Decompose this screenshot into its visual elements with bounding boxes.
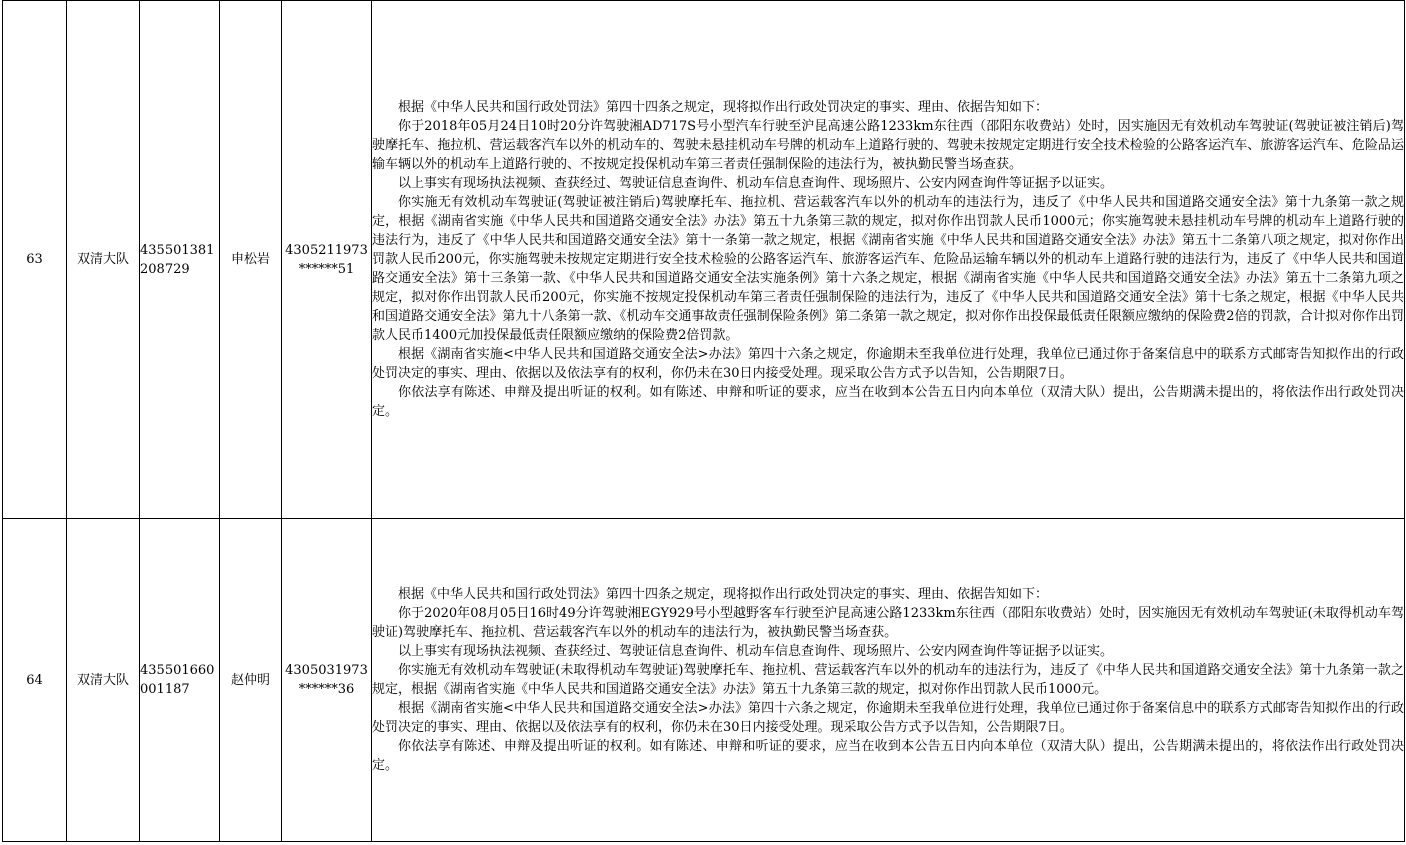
notice-paragraph: 根据《湖南省实施<中华人民共和国道路交通安全法>办法》第四十六条之规定，你逾期未至我单位进行处理，我单位已通过你于备案信息中的联系方式邮寄告知拟作出的行政处罚决定的事实、理由、依据以及依法享有的权利，你仍未在30日内接受处理。现采取公告方式予以告知，公告期限7日。 bbox=[372, 347, 1404, 381]
row-name: 申松岩 bbox=[220, 1, 282, 519]
row-unit: 双清大队 bbox=[67, 1, 140, 519]
notice-paragraph: 你依法享有陈述、申辩及提出听证的权利。如有陈述、申辩和听证的要求，应当在收到本公告五日内向本单位（双清大队）提出，公告期满未提出的，将依法作出行政处罚决定。 bbox=[372, 739, 1404, 773]
notice-paragraph: 你于2020年08月05日16时49分许驾驶湘EGY929号小型越野客车行驶至沪昆高速公路1233km东往西（邵阳东收费站）处时，因实施因无有效机动车驾驶证(未取得机动车驾驶证)驾驶摩托车、拖拉机、营运载客汽车以外的机动车的违法行为，被执勤民警当场查获。 bbox=[372, 606, 1404, 640]
notice-paragraph: 以上事实有现场执法视频、查获经过、驾驶证信息查询件、机动车信息查询件、现场照片、公安内网查询件等证据予以证实。 bbox=[398, 644, 1114, 659]
row-unit: 双清大队 bbox=[67, 519, 140, 842]
row-doc-no: 435501381208729 bbox=[140, 1, 220, 519]
notice-paragraph: 你依法享有陈述、申辩及提出听证的权利。如有陈述、申辩和听证的要求，应当在收到本公告五日内向本单位（双清大队）提出，公告期满未提出的，将依法作出行政处罚决定。 bbox=[372, 385, 1404, 419]
row-id-no: 4305211973******51 bbox=[282, 1, 372, 519]
row-notice-text bbox=[372, 1, 1405, 519]
notice-paragraph: 你实施无有效机动车驾驶证(未取得机动车驾驶证)驾驶摩托车、拖拉机、营运载客汽车以外的机动车的违法行为，违反了《中华人民共和国道路交通安全法》第十九条第一款之规定，根据《湖南省实施《中华人民共和国道路交通安全法》办法》第五十九条第三款的规定，拟对你作出罚款人民币1000元。 bbox=[372, 663, 1404, 697]
notice-paragraph: 根据《中华人民共和国行政处罚法》第四十四条之规定，现将拟作出行政处罚决定的事实、理由、依据告知如下： bbox=[398, 100, 1049, 115]
notice-paragraph: 以上事实有现场执法视频、查获经过、驾驶证信息查询件、机动车信息查询件、现场照片、公安内网查询件等证据予以证实。 bbox=[398, 176, 1114, 191]
row-seq: 64 bbox=[3, 519, 67, 842]
row-id-no: 4305031973******36 bbox=[282, 519, 372, 842]
notice-paragraph: 你于2018年05月24日10时20分许驾驶湘AD717S号小型汽车行驶至沪昆高速公路1233km东往西（邵阳东收费站）处时，因实施因无有效机动车驾驶证(驾驶证被注销后)驾驶摩托车、拖拉机、营运载客汽车以外的机动车的、驾驶未悬挂机动车号牌的机动车上道路行驶的、驾驶未按规定定期进行安全技术检验的公路客运汽车、旅游客运汽车、危险品运输车辆以外的机动车上道路行驶的、不按规定投保机动车第三者责任强制保险的违法行为，被执勤民警当场查获。 bbox=[372, 119, 1404, 172]
row-seq: 63 bbox=[3, 1, 67, 519]
row-notice-text bbox=[372, 519, 1405, 842]
table-row bbox=[3, 519, 1405, 842]
notice-paragraph: 根据《中华人民共和国行政处罚法》第四十四条之规定，现将拟作出行政处罚决定的事实、理由、依据告知如下： bbox=[398, 587, 1049, 602]
notice-paragraph: 根据《湖南省实施<中华人民共和国道路交通安全法>办法》第四十六条之规定，你逾期未至我单位进行处理，我单位已通过你于备案信息中的联系方式邮寄告知拟作出的行政处罚决定的事实、理由、依据以及依法享有的权利，你仍未在30日内接受处理。现采取公告方式予以告知，公告期限7日。 bbox=[372, 701, 1404, 735]
penalty-notice-table bbox=[2, 0, 1405, 842]
row-doc-no: 435501660001187 bbox=[140, 519, 220, 842]
row-name: 赵仲明 bbox=[220, 519, 282, 842]
notice-paragraph: 你实施无有效机动车驾驶证(驾驶证被注销后)驾驶摩托车、拖拉机、营运载客汽车以外的机动车的违法行为，违反了《中华人民共和国道路交通安全法》第十九条第一款之规定，根据《湖南省实施《中华人民共和国道路交通安全法》办法》第五十九条第三款的规定，拟对你作出罚款人民币1000元；你实施驾驶未悬挂机动车号牌的机动车上道路行驶的违法行为，违反了《中华人民共和国道路交通安全法》第十一条第一款之规定，根据《湖南省实施《中华人民共和国道路交通安全法》办法》第五十二条第八项之规定，拟对你作出罚款人民币200元，你实施驾驶未按规定定期进行安全技术检验的公路客运汽车、旅游客运汽车、危险品运输车辆以外的机动车上道路行驶的违法行为，违反了《中华人民共和国道路交通安全法》第十三条第一款、《中华人民共和国道路交通安全法实施条例》第十六条之规定，根据《湖南省实施《中华人民共和国道路交通安全法》办法》第五十二条第九项之规定，拟对你作出罚款人民币200元，你实施不按规定投保机动车第三者责任强制保险的违法行为，违反了《中华人民共和国道路交通安全法》第十七条之规定，根据《中华人民共和国道路交通安全法》第九十八条第一款、《机动车交通事故责任强制保险条例》第二条第一款之规定，拟对你作出投保最低责任限额应缴纳的保险费2倍的罚款，合计拟对你作出罚款人民币1400元加投保最低责任限额应缴纳的保险费2倍罚款。 bbox=[372, 195, 1404, 343]
table-row bbox=[3, 1, 1405, 519]
